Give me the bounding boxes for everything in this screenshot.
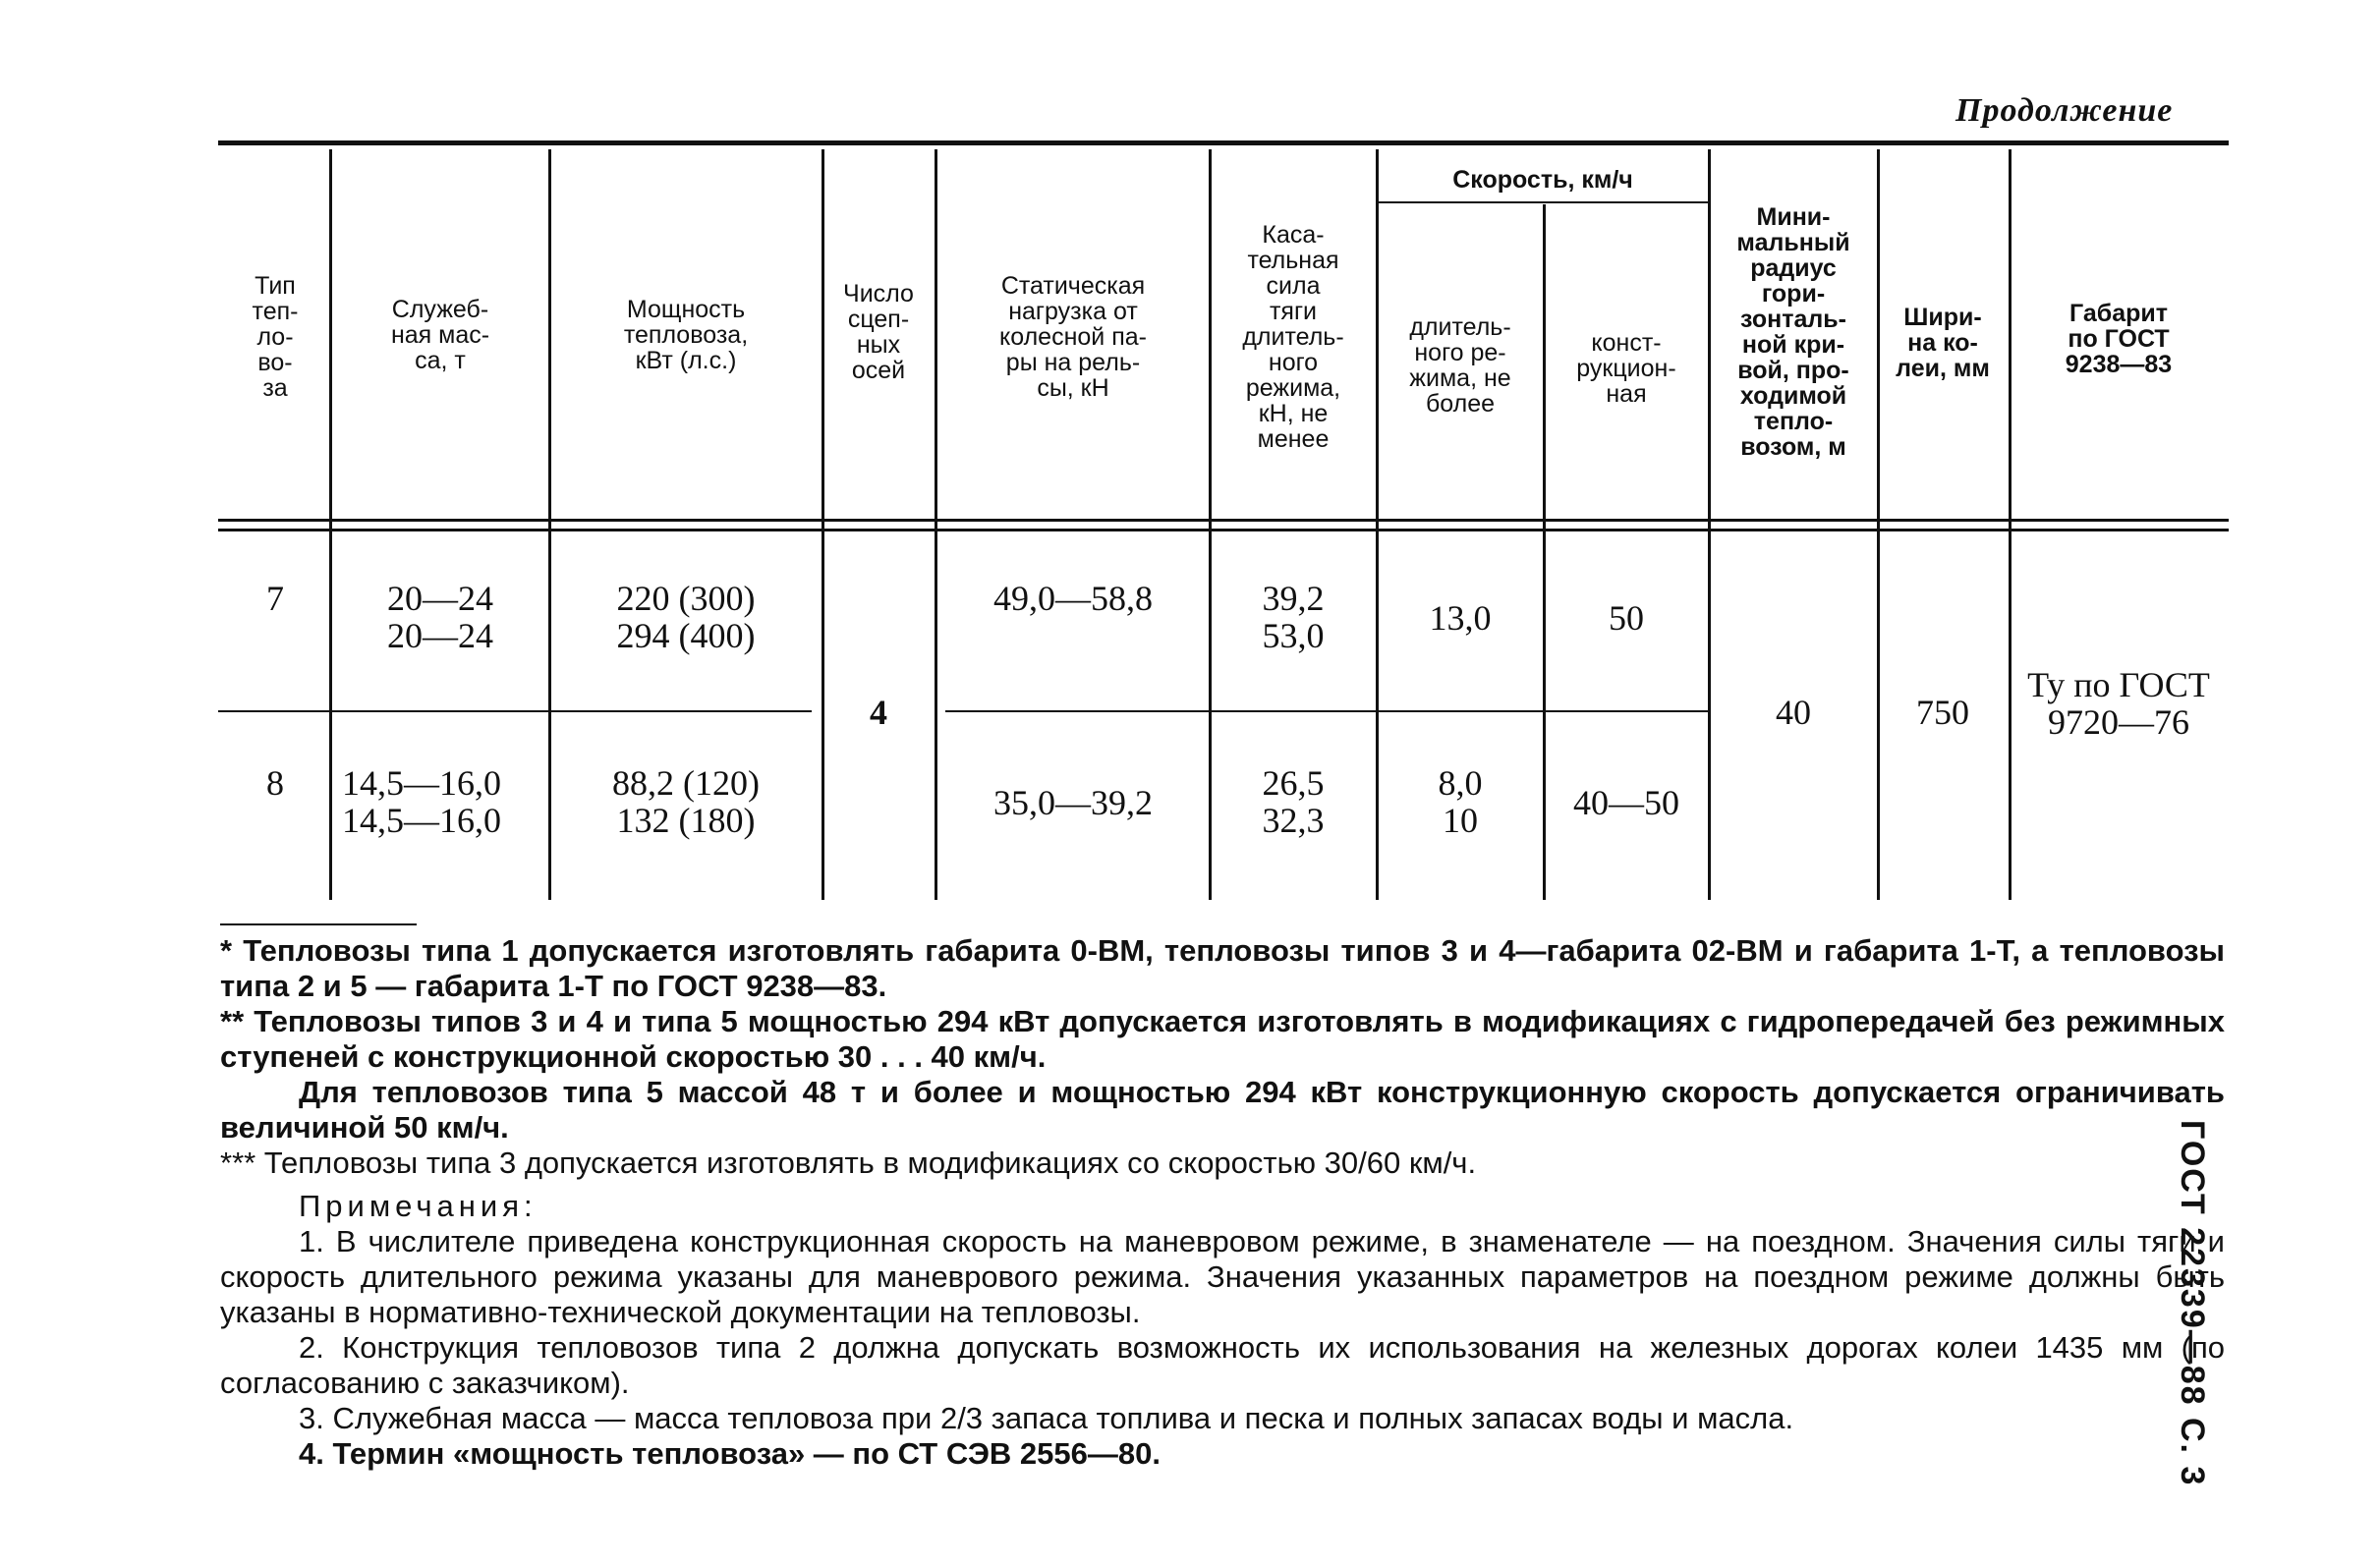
col-divider [822,149,824,900]
continuation-label: Продолжение [1955,92,2174,129]
row-separator-left [218,710,812,712]
header-speed-design: конст- рукцион- ная [1576,329,1676,408]
shared-gauge: 750 [1916,693,1969,732]
header-power: Мощность тепловоза, кВт (л.с.) [623,296,749,374]
shared-radius: 40 [1776,693,1811,732]
row-separator-mid [945,710,1711,712]
notes-heading: Примечания: [299,1189,538,1223]
row-7-static-load: 49,0—58,8 [993,579,1153,618]
col-divider [329,149,332,900]
footnote-separator [220,923,417,925]
col-divider [1543,204,1546,900]
col-divider [1877,149,1880,900]
row-7-mass: 20—24 20—24 [387,579,493,655]
row-8-traction: 26,5 32,3 [1262,763,1325,840]
row-7-power: 220 (300) 294 (400) [616,579,756,655]
row-7-speed-design: 50 [1609,598,1644,638]
row-8-static-load: 35,0—39,2 [993,783,1153,822]
row-8-power: 88,2 (120) 132 (180) [612,763,760,840]
header-clearance: Габарит по ГОСТ 9238—83 [2065,300,2173,378]
header-speed-cont: длитель- ного ре- жима, не более [1409,313,1511,418]
header-bottom-rule-2 [218,529,2229,531]
col-divider [935,149,937,900]
header-mass: Служеб- ная мас- са, т [390,296,490,374]
shared-clearance: Ту по ГОСТ 9720—76 [2027,665,2210,742]
header-radius: Мини- мальный радиус гори- зонталь- ной кри- вой, про- ходимой тепло- возом, м [1736,203,1850,461]
header-gauge: Шири- на ко- леи, мм [1896,304,1990,382]
shared-axles: 4 [870,693,887,732]
row-8-mass: 14,5—16,0 14,5—16,0 [342,763,501,840]
header-static-load: Статическая нагрузка от колесной па- ры на рель- сы, кН [999,272,1147,402]
header-bottom-rule-1 [218,519,2229,522]
speed-group-rule [1378,201,1708,203]
row-8-speed-design: 40—50 [1573,783,1679,822]
note-3: 3. Служебная масса — масса тепловоза при 2/3 запаса топлива и песка и полных запасах воды и масла. [299,1401,1794,1435]
col-divider [1209,149,1212,900]
row-7-traction: 39,2 53,0 [1262,579,1325,655]
row-7-type: 7 [266,579,284,618]
row-8-type: 8 [266,763,284,803]
notes-block [220,933,2225,1472]
col-divider [1376,149,1379,900]
header-traction: Каса- тельная сила тяги длитель- ного режима, кН, не менее [1242,221,1344,453]
standard-page-label: ГОСТ 22339—88 С. 3 [2174,1120,2211,1487]
row-7-speed-cont: 13,0 [1429,598,1492,638]
col-divider [548,149,551,900]
note-4: 4. Термин «мощность тепловоза» — по СТ СЭВ 2556—80. [299,1436,1161,1471]
footnote-1: * Тепловозы типа 1 допускается изготовлять габарита 0-ВМ, тепловозы типов 3 и 4—габарита 02-ВМ и габарита 1-Т, а тепловозы типа 2 и 5 — габарита 1-Т по ГОСТ 9238—83. [220,933,2225,1003]
footnote-3: *** Тепловозы типа 3 допускается изготовлять в модификациях со скоростью 30/60 км/ч. [220,1146,1477,1180]
footnote-2b: Для тепловозов типа 5 массой 48 т и более и мощностью 294 кВт конструкционную скорость допускается ограничивать величиной 50 км/ч. [220,1075,2225,1145]
col-divider [2009,149,2012,900]
table-top-rule [218,140,2229,145]
col-divider [1708,149,1711,900]
note-1: 1. В числителе приведена конструкционная скорость на маневровом режиме, в знаменателе — на поездном. Значения силы тяги и скорость длительного режима указаны для маневрового режима. Значения указанных параметров на поездном режиме должны быть указаны в нормативно-технической документации на тепловозы. [220,1224,2225,1329]
footnote-2: ** Тепловозы типов 3 и 4 и типа 5 мощностью 294 кВт допускается изготовлять в модификациях с гидропередачей без режимных ступеней с конструкционной скоростью 30 . . . 40 км/ч. [220,1004,2225,1074]
header-speed-group: Скорость, км/ч [1452,166,1633,194]
header-type: Тип теп- ло- во- за [252,272,299,402]
row-8-speed-cont: 8,0 10 [1438,763,1483,840]
note-2: 2. Конструкция тепловозов типа 2 должна допускать возможность их использования на железных дорогах колеи 1435 мм (по согласованию с заказчиком). [220,1330,2225,1400]
header-axles: Число сцеп- ных осей [843,280,914,384]
